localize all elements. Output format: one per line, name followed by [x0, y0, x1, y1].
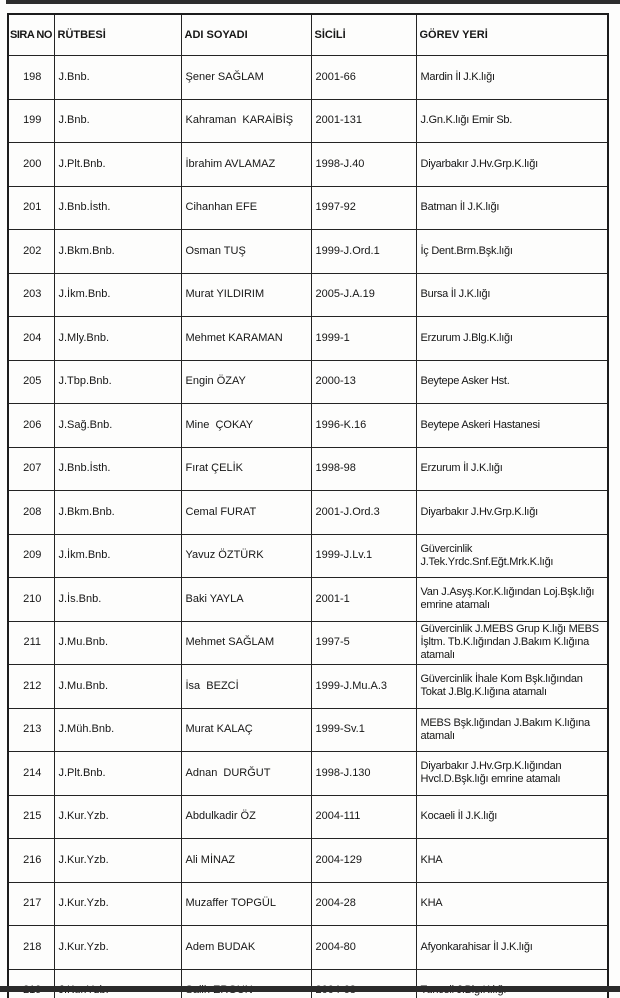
cell-sicili: 2004-80: [311, 926, 416, 970]
cell-adi-soyadi: Murat YILDIRIM: [181, 273, 311, 317]
table-row: [8, 665, 608, 709]
cell-rutbesi: J.Bnb.İsth.: [54, 186, 181, 230]
cell-rutbesi: J.Mly.Bnb.: [54, 317, 181, 361]
cell-gorev-yeri: Van J.Asyş.Kor.K.lığından Loj.Bşk.lığı emrine atamalı: [416, 578, 608, 622]
cell-sira-no: 214: [8, 752, 54, 796]
cell-sira-no: 202: [8, 230, 54, 274]
cell-adi-soyadi: Fırat ÇELİK: [181, 447, 311, 491]
cell-sicili: 1997-92: [311, 186, 416, 230]
cell-adi-soyadi: Cemal FURAT: [181, 491, 311, 535]
table-row: [8, 752, 608, 796]
cell-sicili: 1999-J.Lv.1: [311, 534, 416, 578]
cell-sicili: 1997-5: [311, 621, 416, 665]
cell-sira-no: 200: [8, 143, 54, 187]
cell-adi-soyadi: Mehmet SAĞLAM: [181, 621, 311, 665]
table-header-row: [8, 14, 608, 56]
cell-sicili: 1999-1: [311, 317, 416, 361]
cell-sicili: 2005-J.A.19: [311, 273, 416, 317]
table-row: [8, 621, 608, 665]
cell-sira-no: 208: [8, 491, 54, 535]
cell-gorev-yeri: Erzurum J.Blg.K.lığı: [416, 317, 608, 361]
table-row: [8, 578, 608, 622]
table-row: [8, 795, 608, 839]
cell-adi-soyadi: Adnan DURĞUT: [181, 752, 311, 796]
cell-gorev-yeri: Beytepe Asker Hst.: [416, 360, 608, 404]
cell-sira-no: 218: [8, 926, 54, 970]
cell-rutbesi: J.Bnb.: [54, 56, 181, 100]
cell-sira-no: 215: [8, 795, 54, 839]
cell-rutbesi: J.Bnb.İsth.: [54, 447, 181, 491]
cell-adi-soyadi: Şener SAĞLAM: [181, 56, 311, 100]
column-header-gorev-yeri: GÖREV YERİ: [416, 14, 608, 56]
cell-gorev-yeri: Diyarbakır J.Hv.Grp.K.lığı: [416, 491, 608, 535]
cell-adi-soyadi: Engin ÖZAY: [181, 360, 311, 404]
cell-sicili: 2001-66: [311, 56, 416, 100]
cell-sira-no: 206: [8, 404, 54, 448]
cell-gorev-yeri: Mardin İl J.K.lığı: [416, 56, 608, 100]
cell-sicili: 2001-J.Ord.3: [311, 491, 416, 535]
cell-gorev-yeri: MEBS Bşk.lığından J.Bakım K.lığına atamalı: [416, 708, 608, 752]
table-row: [8, 230, 608, 274]
cell-sicili: 1998-98: [311, 447, 416, 491]
table-row: [8, 273, 608, 317]
cell-rutbesi: J.Mu.Bnb.: [54, 665, 181, 709]
cell-adi-soyadi: Muzaffer TOPGÜL: [181, 882, 311, 926]
cell-gorev-yeri: Kocaeli İl J.K.lığı: [416, 795, 608, 839]
table-row: [8, 404, 608, 448]
cell-sira-no: 211: [8, 621, 54, 665]
table-row: [8, 839, 608, 883]
cell-sira-no: 213: [8, 708, 54, 752]
cell-sira-no: 205: [8, 360, 54, 404]
cell-sira-no: 198: [8, 56, 54, 100]
cell-sicili: [311, 969, 416, 998]
table-row: [8, 969, 608, 998]
cell-adi-soyadi: Mehmet KARAMAN: [181, 317, 311, 361]
cell-adi-soyadi: Abdulkadir ÖZ: [181, 795, 311, 839]
cell-gorev-yeri: [416, 969, 608, 998]
cell-sicili: 1996-K.16: [311, 404, 416, 448]
cell-rutbesi: J.Mu.Bnb.: [54, 621, 181, 665]
cell-rutbesi: J.Kur.Yzb.: [54, 882, 181, 926]
table-row: [8, 708, 608, 752]
cell-rutbesi: J.Bkm.Bnb.: [54, 230, 181, 274]
cell-sira-no: 203: [8, 273, 54, 317]
cell-gorev-yeri: Diyarbakır J.Hv.Grp.K.lığı: [416, 143, 608, 187]
cell-gorev-yeri: Diyarbakır J.Hv.Grp.K.lığından Hvcl.D.Bşk.lığı emrine atamalı: [416, 752, 608, 796]
cell-rutbesi: J.Bnb.: [54, 99, 181, 143]
cell-sira-no: 216: [8, 839, 54, 883]
cell-sicili: 2004-28: [311, 882, 416, 926]
cell-sira-no: 207: [8, 447, 54, 491]
cell-sira-no: 209: [8, 534, 54, 578]
cell-gorev-yeri: Güvercinlik J.Tek.Yrdc.Snf.Eğt.Mrk.K.lığı: [416, 534, 608, 578]
cell-sira-no: 204: [8, 317, 54, 361]
cell-rutbesi: J.Plt.Bnb.: [54, 143, 181, 187]
column-header-rutbesi: RÜTBESİ: [54, 14, 181, 56]
cell-gorev-yeri: İç Dent.Brm.Bşk.lığı: [416, 230, 608, 274]
table-row: [8, 882, 608, 926]
cell-adi-soyadi: İsa BEZCİ: [181, 665, 311, 709]
cell-sira-no: 199: [8, 99, 54, 143]
cell-sicili: 2001-1: [311, 578, 416, 622]
cell-sicili: 2001-131: [311, 99, 416, 143]
personnel-table: [7, 13, 609, 998]
cell-gorev-yeri: KHA: [416, 882, 608, 926]
cell-adi-soyadi: Cihanhan EFE: [181, 186, 311, 230]
cell-rutbesi: J.Plt.Bnb.: [54, 752, 181, 796]
cell-adi-soyadi: [181, 969, 311, 998]
cell-gorev-yeri: J.Gn.K.lığı Emir Sb.: [416, 99, 608, 143]
column-header-adi-soyadi: ADI SOYADI: [181, 14, 311, 56]
scan-artifact-top-bar: [6, 0, 620, 4]
table-row: [8, 926, 608, 970]
cell-adi-soyadi: Kahraman KARAİBİŞ: [181, 99, 311, 143]
cell-adi-soyadi: Mine ÇOKAY: [181, 404, 311, 448]
cell-rutbesi: J.Kur.Yzb.: [54, 926, 181, 970]
cell-rutbesi: J.İkm.Bnb.: [54, 273, 181, 317]
cell-adi-soyadi: Murat KALAÇ: [181, 708, 311, 752]
cell-gorev-yeri: KHA: [416, 839, 608, 883]
cell-sira-no: 217: [8, 882, 54, 926]
cell-sicili: 1998-J.130: [311, 752, 416, 796]
cell-sicili: 1999-Sv.1: [311, 708, 416, 752]
cell-gorev-yeri: Güvercinlik J.MEBS Grup K.lığı MEBS İşltm. Tb.K.lığından J.Bakım K.lığına atamalı: [416, 621, 608, 665]
cell-rutbesi: [54, 969, 181, 998]
cell-sira-no: 212: [8, 665, 54, 709]
cell-rutbesi: J.İkm.Bnb.: [54, 534, 181, 578]
cell-rutbesi: J.Kur.Yzb.: [54, 795, 181, 839]
cell-sira-no: 210: [8, 578, 54, 622]
cell-sicili: 2000-13: [311, 360, 416, 404]
cell-rutbesi: J.Bkm.Bnb.: [54, 491, 181, 535]
cell-gorev-yeri: Batman İl J.K.lığı: [416, 186, 608, 230]
cell-sicili: 1998-J.40: [311, 143, 416, 187]
table-row: [8, 317, 608, 361]
table-row: [8, 143, 608, 187]
cell-rutbesi: J.İs.Bnb.: [54, 578, 181, 622]
table-row: [8, 360, 608, 404]
cell-adi-soyadi: Osman TUŞ: [181, 230, 311, 274]
cell-sicili: 2004-111: [311, 795, 416, 839]
cell-rutbesi: J.Sağ.Bnb.: [54, 404, 181, 448]
cell-gorev-yeri: Erzurum İl J.K.lığı: [416, 447, 608, 491]
cell-sicili: 1999-J.Ord.1: [311, 230, 416, 274]
cell-adi-soyadi: Yavuz ÖZTÜRK: [181, 534, 311, 578]
cell-sira-no: 201: [8, 186, 54, 230]
cell-adi-soyadi: Baki YAYLA: [181, 578, 311, 622]
cell-gorev-yeri: Güvercinlik İhale Kom Bşk.lığından Tokat J.Blg.K.lığına atamalı: [416, 665, 608, 709]
cell-adi-soyadi: İbrahim AVLAMAZ: [181, 143, 311, 187]
cell-gorev-yeri: Beytepe Askeri Hastanesi: [416, 404, 608, 448]
table-row: [8, 99, 608, 143]
cell-rutbesi: J.Müh.Bnb.: [54, 708, 181, 752]
column-header-sira-no: SIRA NO: [8, 14, 54, 56]
cell-gorev-yeri: Bursa İl J.K.lığı: [416, 273, 608, 317]
cell-rutbesi: J.Tbp.Bnb.: [54, 360, 181, 404]
cell-sicili: 1999-J.Mu.A.3: [311, 665, 416, 709]
cell-sicili: 2004-129: [311, 839, 416, 883]
table-row: [8, 56, 608, 100]
cell-adi-soyadi: Adem BUDAK: [181, 926, 311, 970]
cell-gorev-yeri: Afyonkarahisar İl J.K.lığı: [416, 926, 608, 970]
cell-rutbesi: J.Kur.Yzb.: [54, 839, 181, 883]
column-header-sicili: SİCİLİ: [311, 14, 416, 56]
cell-adi-soyadi: Ali MİNAZ: [181, 839, 311, 883]
table-row: [8, 447, 608, 491]
table-row: [8, 534, 608, 578]
table-row: [8, 491, 608, 535]
scan-artifact-bottom-bar: [0, 986, 620, 992]
cell-sira-no: [8, 969, 54, 998]
table-row: [8, 186, 608, 230]
